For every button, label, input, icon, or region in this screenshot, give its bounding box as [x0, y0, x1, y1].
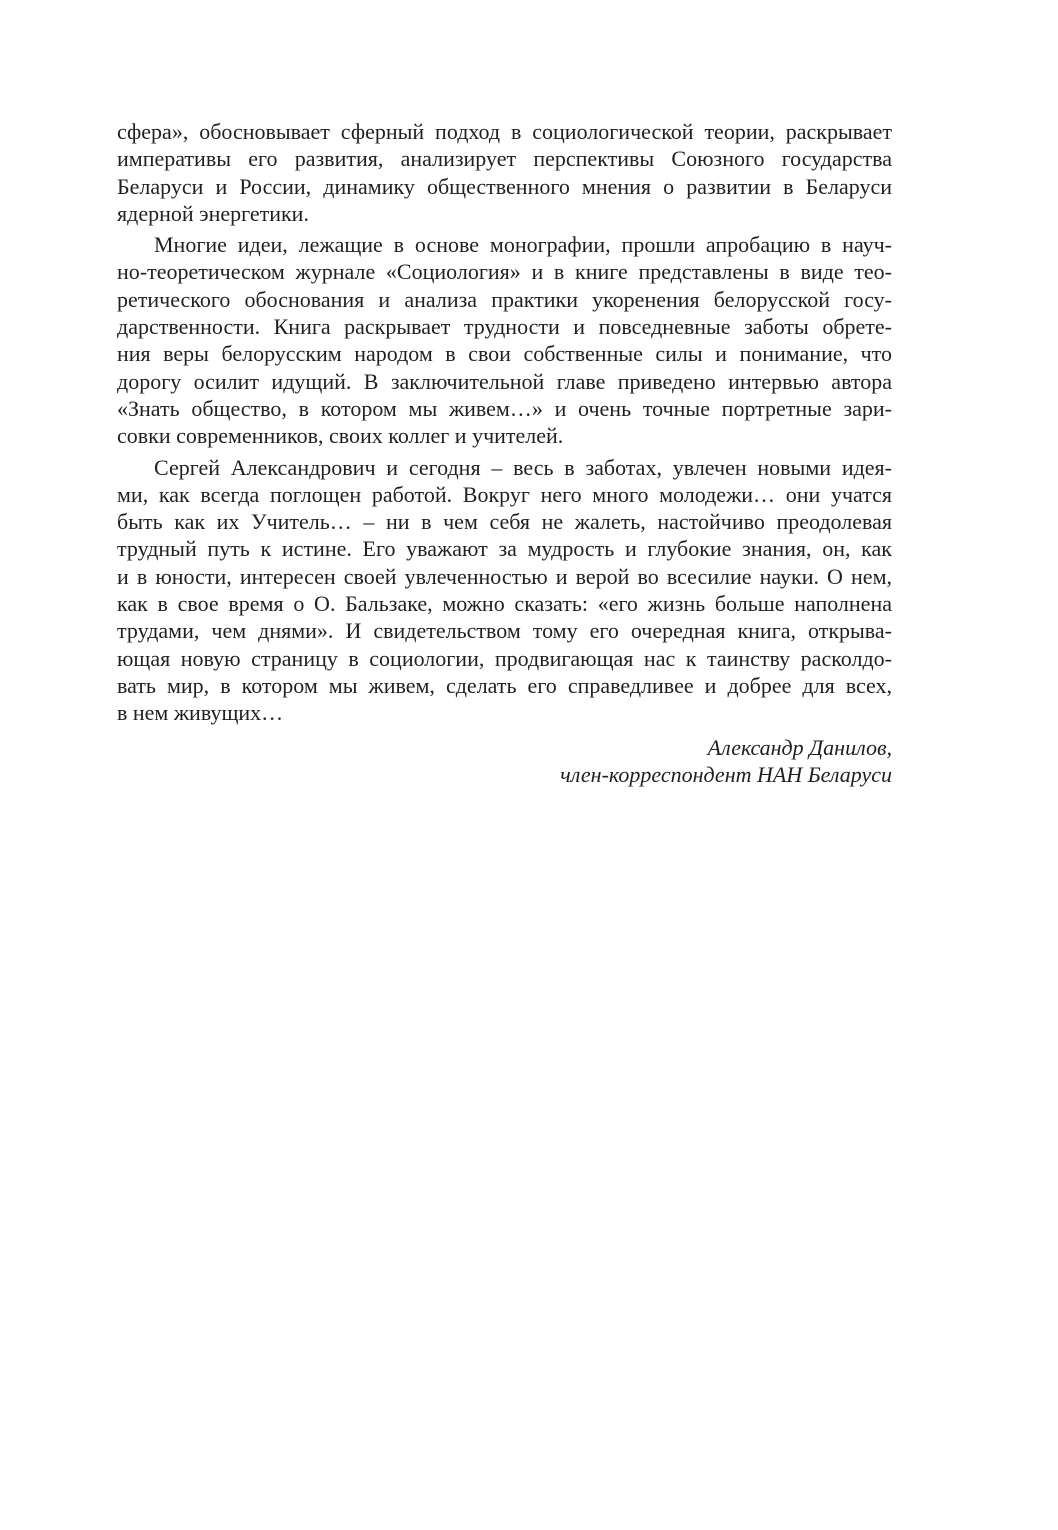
- text-line: императивы его развития, анализирует перспективы Союзного государства: [117, 146, 892, 172]
- text-line: ющая новую страницу в социологии, продвигающая нас к таинству расколдо-: [117, 645, 892, 671]
- text-line: Сергей Александрович и сегодня – весь в заботах, увлечен новыми идея-: [154, 454, 892, 480]
- signature-name: Александр Данилов,: [707, 735, 892, 760]
- paragraph-2: [117, 231, 892, 449]
- text-line: «Знать общество, в котором мы живем…» и очень точные портретные зари-: [117, 395, 892, 421]
- text-line: ретического обоснования и анализа практики укоренения белорусской госу-: [117, 286, 892, 312]
- text-line: и в юности, интересен своей увлеченностью и верой во всесилие науки. О нем,: [117, 563, 892, 589]
- paragraph-1: [117, 118, 892, 227]
- text-line: совки современников, своих коллег и учителей.: [117, 423, 564, 449]
- text-line: как в свое время о О. Бальзаке, можно сказать: «его жизнь больше наполнена: [117, 591, 892, 617]
- text-line: трудный путь к истине. Его уважают за мудрость и глубокие знания, он, как: [117, 536, 892, 562]
- text-line: дорогу осилит идущий. В заключительной главе приведено интервью автора: [117, 368, 892, 394]
- text-line: Многие идеи, лежащие в основе монографии, прошли апробацию в науч-: [154, 232, 892, 258]
- text-line: ми, как всегда поглощен работой. Вокруг него много молодежи… они учатся: [117, 481, 892, 507]
- paragraph-3: [117, 454, 892, 727]
- text-line: дарственности. Книга раскрывает трудности и повседневные заботы обрете-: [117, 314, 892, 340]
- signature-title: член-корреспондент НАН Беларуси: [560, 762, 892, 787]
- signature-block: [560, 734, 892, 788]
- text-line: сфера», обосновывает сферный подход в социологической теории, раскрывает: [117, 119, 892, 144]
- text-line: трудами, чем днями». И свидетельством тому его очередная книга, открыва-: [117, 618, 892, 644]
- body-text: [117, 118, 892, 731]
- text-line: вать мир, в котором мы живем, сделать его справедливее и добрее для всех,: [117, 672, 892, 698]
- text-line: быть как их Учитель… – ни в чем себя не жалеть, настойчиво преодолевая: [117, 509, 892, 535]
- text-line: но-теоретическом журнале «Социология» и в книге представлены в виде тео-: [117, 259, 892, 285]
- text-line: в нем живущих…: [117, 700, 284, 726]
- text-line: ния веры белорусским народом в свои собственные силы и понимание, что: [117, 341, 892, 367]
- text-line: ядерной энергетики.: [117, 200, 309, 226]
- text-line: Беларуси и России, динамику общественного мнения о развитии в Беларуси: [117, 173, 892, 199]
